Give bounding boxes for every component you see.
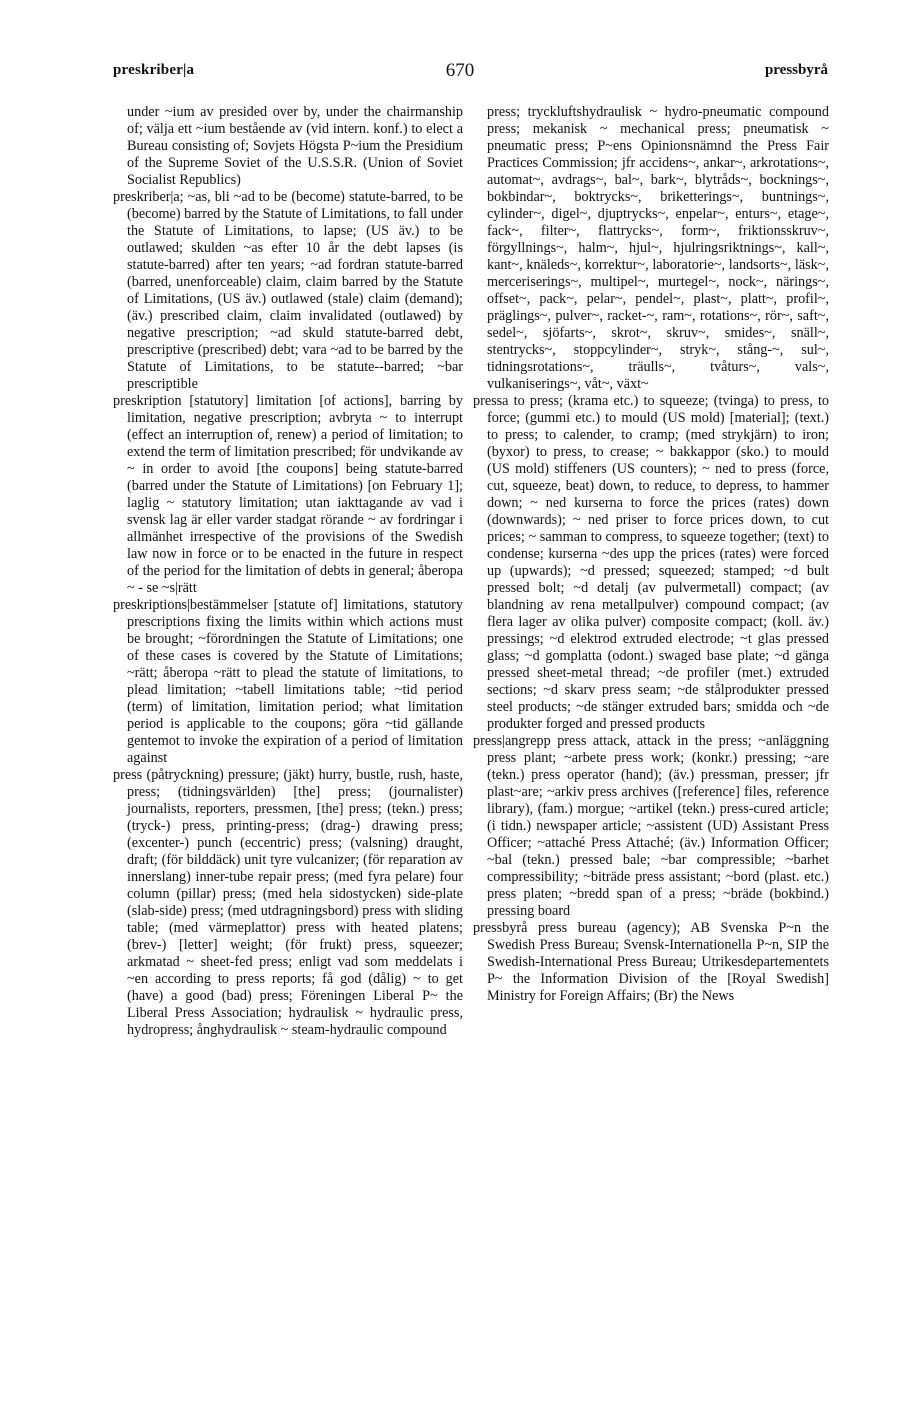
dictionary-entry: under ~ium av presided over by, under the chairmanship of; välja ett ~ium bestående av (vid intern. konf.) to elect a Bureau consisting of; Sovjets Högsta P~ium the Presidium of the Supreme Soviet of the U.S.S.R. (Union of Soviet Socialist Republics) (127, 104, 463, 188)
dictionary-entry: pressbyrå press bureau (agency); AB Svenska P~n the Swedish Press Bureau; Svensk-Internationella P~n, SIP the Swedish-International Press Bureau; Utrikesdepartementets P~ the Information Division of the [Royal Swedish] Ministry for Foreign Affairs; (Br) the News (473, 920, 829, 1004)
dictionary-entry: press; tryckluftshydraulisk ~ hydro-pneumatic compound press; mekanisk ~ mechanical press; pneumatisk ~ pneumatic press; P~ens Opinionsnämnd the Press Fair Practices Commission; jfr accidens~, ankar~, arkrotations~, automat~, avdrags~, bal~, bark~, blytråds~, bocknings~, bokbindar~, boktrycks~, briketterings~, buntnings~, cylinder~, digel~, djuptrycks~, enpelar~, enturs~, etage~, fack~, filter~, flattrycks~, form~, friktionsskruv~, förgyllnings~, halm~, hjul~, hjulringsriktnings~, kall~, kant~, knäleds~, korrektur~, laboratorie~, landsorts~, läsk~, merceriserings~, multipel~, murtegel~, nock~, närings~, offset~, pack~, pelar~, pendel~, plast~, platt~, profil~, präglings~, pulver~, racket-~, ram~, rotations~, rör~, saft~, sedel~, sjöfarts~, skrot~, skruv~, smides~, snäll~, stentrycks~, stoppcylinder~, stryk~, stång-~, sul~, tidningsrotations~, träulls~, tvåturs~, vals~, vulkaniserings~, våt~, växt~ (487, 104, 829, 392)
right-column (473, 104, 829, 1005)
dictionary-entry: pressa to press; (krama etc.) to squeeze; (tvinga) to press, to force; (gummi etc.) to mould (US mold) [material]; (text.) to press; to calender, to cramp; (med strykjärn) to iron; (byxor) to press, to crease; ~ bakkappor (sko.) to mould (US mold) stiffeners (US counters); ~ ned to press (force, cut, squeeze, beat) down, to reduce, to depress, to hammer down; ~ ned kurserna to force the prices (rates) down (downwards); ~ ned priser to force prices down, to cut prices; ~ samman to compress, to squeeze together; (text) to condense; kurserna ~des upp the prices (rates) were forced up (upwards); ~d pressed; squeezed; stamped; ~d bult pressed bolt; ~d detalj (av pulvermetall) compact; (av blandning av rena metallpulver) compound compact; (av flera lager av olika pulver) composite compact; (koll. äv.) pressings; ~d elektrod extruded electrode; ~t glas pressed glass; ~d gomplatta (odont.) swaged base plate; ~d gänga pressed sheet-metal thread; ~de profiler (met.) extruded sections; ~d skarv press seam; ~de stålprodukter pressed steel products; ~de stänger extruded bars; smidda och ~de produkter forged and pressed products (473, 393, 829, 732)
dictionary-entry: preskriptions|bestämmelser [statute of] limitations, statutory prescriptions fixing the limits within which actions must be brought; ~förordningen the Statute of Limitations; one of these cases is covered by the Statute of Limitations; ~rätt; åberopa ~rätt to plead the statute of limitations, to plead limitation; ~tabell limitations table; ~tid period (term) of limitation, limitation period; what limitation period is applicable to the coupons; göra ~tid gällande gentemot to invoke the expiration of a period of limitation against (113, 597, 463, 766)
dictionary-entry: press (påtryckning) pressure; (jäkt) hurry, bustle, rush, haste, press; (tidningsvärlden) [the] press; (journalister) journalists, reporters, pressmen, [the] press; (tekn.) press; (tryck-) press, printing-press; (drag-) drawing press; (excenter-) punch (eccentric) press; (valsning) draught, draft; (för bilddäck) unit tyre vulcanizer; (för reparation av innerslang) inner-tube repair press; (med fyra pelare) four column (pillar) press; (med hela sidostycken) side-plate (slab-side) press; (med utdragningsbord) press with sliding table; (med värmeplattor) press with heated platens; (brev-) [letter] weight; (för frukt) press, squeezer; arkmatad ~ sheet-fed press; enligt vad som meddelats i ~en according to press reports; få god (dålig) ~ to get (have) a good (bad) press; Föreningen Liberal P~ the Liberal Press Association; hydraulisk ~ hydraulic press, hydropress; ånghydraulisk ~ steam-hydraulic compound (113, 767, 463, 1038)
left-column (113, 104, 463, 1039)
guide-word-right: pressbyrå (764, 62, 828, 78)
page-number: 670 (445, 60, 475, 81)
guide-word-left: preskriber|a (113, 62, 195, 78)
dictionary-entry: preskription [statutory] limitation [of actions], barring by limitation, negative prescription; avbryta ~ to interrupt (effect an interruption of, renew) a period of limitation; to extend the term of limitation prescribed; för undvikande av ~ in order to avoid [the coupons] being statute-barred (barred under the Statute of Limitations) [on February 1]; laglig ~ statutory limitation; utan iakttagande av vad i svensk lag är eller varder stadgat rörande ~ av fordringar i allmänhet irrespective of the provisions of the Swedish law now in force or to be enacted in the future in respect of the period for the limitation of debts in general; åberopa ~ - se ~s|rätt (113, 393, 463, 596)
dictionary-entry: press|angrepp press attack, attack in the press; ~anläggning press plant; ~arbete press work; (konkr.) pressing; ~are (tekn.) press operator (hand); (äv.) pressman, presser; jfr plast~are; ~arkiv press archives ([reference] files, reference library), (fam.) morgue; ~artikel (tekn.) press-cured article; (i tidn.) newspaper article; ~assistent (UD) Assistant Press Officer; ~attaché Press Attaché; (äv.) Information Officer; ~bal (tekn.) pressed bale; ~bar compressible; ~barhet compressibility; ~biträde press assistant; ~bord (plast. etc.) press platen; ~bredd span of a press; ~bräde (bokbind.) pressing board (473, 733, 829, 919)
dictionary-entry: preskriber|a; ~as, bli ~ad to be (become) statute-barred, to be (become) barred by the Statute of Limitations, to fall under the Statute of Limitations, to lapse; (US äv.) to be outlawed; skulden ~as efter 10 år the debt lapses (is statute-barred) after ten years; ~ad fordran statute-barred (barred, unenforceable) claim, claim barred by the Statute of Limitations, (US äv.) outlawed (stale) claim (demand); (äv.) prescribed claim, claim invalidated (outlawed) by negative prescription; ~ad skuld statute-barred debt, prescriptive (prescribed) debt; vara ~ad to be barred by the Statute of Limitations, to be statute--barred; ~bar prescriptible (113, 189, 463, 392)
